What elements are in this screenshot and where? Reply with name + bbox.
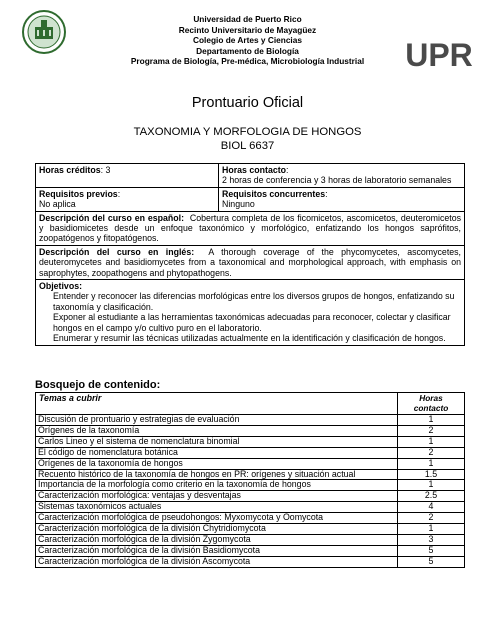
table-row [36,491,465,502]
coreq-cell: Requisitos concurrentes: Ninguno [219,187,465,211]
topic-cell: Caracterización morfológica de la división Ascomycota [36,556,398,567]
table-row [36,513,465,524]
topic-cell: Caracterización morfológica de pseudohongos: Myxomycota y Oomycota [36,513,398,524]
table-row [36,480,465,491]
outline-table [35,392,465,568]
hours-cell: 2.5 [398,491,465,502]
contact-label: Horas contacto [222,165,287,175]
description-en-cell [36,245,465,279]
topic-cell: Importancia de la morfología como criterio en la taxonomía de hongos [36,480,398,491]
prereq-cell: Requisitos previos: No aplica [36,187,219,211]
coreq-value: Ninguno [222,199,255,210]
topic-cell: Caracterización morfológica de la división Zygomycota [36,534,398,545]
course-title [0,126,495,153]
table-row [36,447,465,458]
description-en-label: Descripción del curso en inglés: [39,246,195,257]
hours-cell: 2 [398,447,465,458]
table-row [36,556,465,567]
course-name: TAXONOMIA Y MORFOLOGIA DE HONGOS [133,126,362,138]
header-line: Universidad de Puerto Rico [193,14,302,24]
outline-heading: Bosquejo de contenido: [35,379,161,391]
hours-cell: 2 [398,425,465,436]
topic-cell: Discusión de prontuario y estrategias de evaluación [36,415,398,426]
header-line: Recinto Universitario de Mayagüez [178,24,317,35]
hours-cell: 3 [398,534,465,545]
column-header-topic: Temas a cubrir [36,393,398,415]
description-es-cell [36,211,465,245]
objectives-cell: Objetivos: Entender y reconocer las diferencias morfológicas entre los diversos grupos de hongos, enfatizando su taxonomía y clasificación. Exponer al estudiante a las herramientas taxonómicas adecuadas para reconocer, colectar y clasificar hongos en el campo y/o cultivo puro en el laboratorio. Enumerar y resumir las técnicas utilizadas actualmente en la identificación y clasificación de hongos. [36,280,465,345]
table-row [36,415,465,426]
topic-cell: Caracterización morfológica de la división Chytridiomycota [36,524,398,535]
table-row [36,524,465,535]
column-header-hours: Horas contacto [398,393,465,415]
hours-cell: 1.5 [398,469,465,480]
contact-cell: Horas contacto: 2 horas de conferencia y 3 horas de laboratorio semanales [219,164,465,188]
contact-value: 2 horas de conferencia y 3 horas de laboratorio semanales [222,175,452,186]
objectives-label: Objetivos [39,281,80,292]
coreq-label: Requisitos concurrentes [222,188,326,199]
prereq-label: Requisitos previos [39,188,118,199]
description-es-text: Cobertura completa de los ficomicetos, ascomicetos, deuteromicetos y basidiomicetes desde un enfoque taxonómico y morfológico, enfatizando los hongos saprófitos, zoopatógenos y fitopatógenos. [39,212,461,244]
topic-cell: Sistemas taxonómicos actuales [36,502,398,513]
topic-cell: Recuento histórico de la taxonomía de hongos en PR: orígenes y situación actual [36,469,398,480]
table-row [36,436,465,447]
hours-cell: 5 [398,545,465,556]
table-row [36,425,465,436]
hours-cell: 4 [398,502,465,513]
table-row [36,469,465,480]
credits-value: : 3 [100,165,111,175]
hours-cell: 1 [398,458,465,469]
topic-cell: Orígenes de la taxonomía [36,425,398,436]
prereq-value: No aplica [39,199,76,210]
topic-cell: Orígenes de la taxonomía de hongos [36,458,398,469]
course-info-table [35,163,465,346]
hours-cell: 1 [398,480,465,491]
description-en-text: A thorough coverage of the phycomycetes, ascomycetes, deuteromycetes and basidiomycetes from a taxonomical and morphological approach, with emphasis on saprophytes, zoopathogens and phytopathogens. [39,246,461,278]
hours-cell: 1 [398,436,465,447]
objective-item: Exponer al estudiante a las herramientas taxonómicas adecuadas para reconocer, colectar y clasificar hongos en el campo y/o cultivo puro en el laboratorio. [53,312,451,333]
table-row [36,502,465,513]
table-row [36,545,465,556]
hours-cell: 1 [398,524,465,535]
svg-text:UPR: UPR [405,37,473,72]
page-title: Prontuario Oficial [191,95,304,111]
topic-cell: Caracterización morfológica: ventajas y desventajas [36,491,398,502]
table-row [36,458,465,469]
objective-item: Entender y reconocer las diferencias morfológicas entre los diversos grupos de hongos, enfatizando su taxonomía y clasificación. [53,291,455,312]
hours-cell: 2 [398,513,465,524]
description-es-label: Descripción del curso en español: [39,212,185,223]
topic-cell: Carlos Lineo y el sistema de nomenclatura binomial [36,436,398,447]
hours-cell: 5 [398,556,465,567]
course-code: BIOL 6637 [220,139,275,152]
hours-cell: 1 [398,415,465,426]
objective-item: Enumerar y resumir las técnicas utilizadas actualmente en la identificación y clasificación de hongos. [53,333,446,344]
header-line: Departamento de Biología [196,45,299,56]
credits-label: Horas créditos [39,165,101,175]
table-row [36,534,465,545]
institution-header [0,14,495,67]
topic-cell: El código de nomenclatura botánica [36,447,398,458]
header-line: Colegio de Artes y Ciencias [193,35,302,45]
topic-cell: Caracterización morfológica de la división Basidiomycota [36,545,398,556]
header-line: Programa de Biología, Pre-médica, Microbiología Industrial [130,56,365,66]
credits-cell [36,164,219,188]
